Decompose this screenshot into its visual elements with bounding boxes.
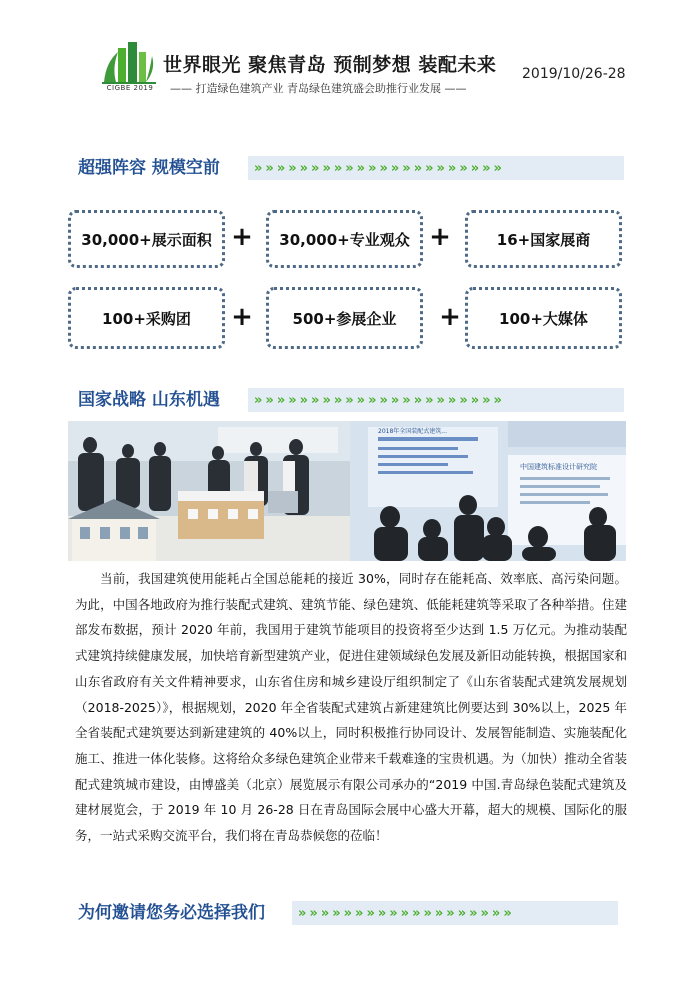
photo-screen-text: 2018年全国装配式建筑...: [378, 428, 447, 435]
chevron-right-icon: »: [254, 160, 260, 176]
chevron-right-icon: »: [366, 905, 372, 921]
plus-sign: +: [439, 302, 461, 332]
chevron-right-icon: »: [423, 905, 429, 921]
stat-box-countries: 16+国家展商: [465, 210, 622, 268]
chevron-right-icon: »: [322, 160, 328, 176]
section-title-why-us: 为何邀请您务必选择我们: [78, 903, 265, 923]
stat-box-visitors: 30,000+专业观众: [266, 210, 423, 268]
chevron-right-icon: »: [343, 905, 350, 921]
section-strategy: [78, 386, 626, 414]
body-paragraph: 当前，我国建筑使用能耗占全国总能耗的接近 30%，同时存在能耗高、效率底、高污染问题。为此，中国各地政府为推行装配式建筑、建筑节能、绿色建筑、低能耗建筑等采取了各种举措。住建部发布数据，预计 2020 年前，我国用于建筑节能项目的投资将至少达到 1.5 万亿元。为推动装配式建筑持续健康发展，加快培育新型建筑产业，促进住建领域绿色发展及新旧动能转换，根据国家和山东省政府有关文件精神要求，山东省住房和城乡建设厅组织制定了《山东省装配式建筑发展规划（2018-2025）》，根据规划，2020 年全省装配式建筑占新建建筑比例要达到 30%以上，2025 年全省装配式建筑要达到新建建筑的 40%以上，同时积极推行协同设计、发展智能制造、实施装配化施工、推进一体化装修。这将给众多绿色建筑企业带来千载难逢的宝贵机遇。为（加快）推动全省装配式建筑城市建设，由博盛美（北京）展览展示有限公司承办的“2019 中国.青岛绿色装配式建筑及建材展览会，于 2019 年 10 月 26-28 日在青岛国际会展中心盛大开幕，超大的规模、国际化的服务，一站式采购交流平台，我们将在青岛恭候您的莅临！: [75, 571, 627, 844]
chevron-right-icon: »: [377, 905, 384, 921]
chevron-right-icon: »: [333, 392, 340, 408]
chevron-right-icon: »: [412, 905, 418, 921]
chevron-right-icon: »: [480, 905, 486, 921]
chevron-strip: [248, 156, 624, 180]
photo-banner-text: 中国建筑标准设计研究院: [520, 463, 597, 471]
chevron-right-icon: »: [400, 905, 407, 921]
chevron-right-icon: »: [493, 392, 499, 408]
chevron-right-icon: »: [345, 160, 351, 176]
chevron-right-icon: »: [389, 905, 395, 921]
chevron-right-icon: »: [447, 392, 454, 408]
chevron-right-icon: »: [254, 392, 260, 408]
chevron-right-icon: »: [379, 160, 385, 176]
chevron-right-icon: »: [470, 392, 477, 408]
event-date: 2019/10/26-28: [522, 66, 626, 82]
chevron-right-icon: »: [355, 905, 361, 921]
chevron-right-icon: »: [333, 160, 340, 176]
chevron-right-icon: »: [457, 905, 464, 921]
chevron-right-icon: »: [265, 160, 271, 176]
stat-box-exhibitors: 500+参展企业: [266, 287, 423, 349]
chevron-right-icon: »: [322, 392, 328, 408]
chevron-right-icon: »: [446, 905, 452, 921]
section-title-lineup: 超强阵容 规模空前: [78, 158, 220, 178]
stat-box-exhibition-area: 30,000+展示面积: [68, 210, 225, 268]
chevron-right-icon: »: [368, 392, 374, 408]
chevron-right-icon: »: [425, 392, 431, 408]
chevron-right-icon: »: [482, 160, 488, 176]
chevron-right-icon: »: [265, 392, 271, 408]
chevron-right-icon: »: [491, 905, 498, 921]
header-tagline: —— 打造绿色建筑产业 青岛绿色建筑盛会助推行业发展 ——: [170, 82, 467, 95]
chevron-right-icon: »: [413, 392, 420, 408]
page-header: [0, 0, 700, 120]
plus-sign: +: [429, 222, 451, 252]
chevron-right-icon: »: [356, 160, 363, 176]
chevron-right-icon: »: [311, 160, 317, 176]
chevron-right-icon: »: [470, 160, 477, 176]
chevron-right-icon: »: [447, 160, 454, 176]
section-title-strategy: 国家战略 山东机遇: [78, 390, 220, 410]
chevron-strip: [292, 901, 618, 925]
chevron-right-icon: »: [436, 160, 442, 176]
chevron-right-icon: »: [503, 905, 509, 921]
chevron-right-icon: »: [299, 392, 306, 408]
chevron-right-icon: »: [459, 160, 465, 176]
chevron-right-icon: »: [288, 160, 294, 176]
section-lineup: [78, 154, 626, 182]
chevron-right-icon: »: [493, 160, 499, 176]
chevron-right-icon: »: [276, 392, 283, 408]
chevron-right-icon: »: [368, 160, 374, 176]
chevron-right-icon: »: [276, 160, 283, 176]
chevron-right-icon: »: [299, 160, 306, 176]
chevron-right-icon: »: [434, 905, 441, 921]
chevron-right-icon: »: [311, 392, 317, 408]
chevron-right-icon: »: [298, 905, 304, 921]
chevron-right-icon: »: [402, 392, 408, 408]
chevron-right-icon: »: [425, 160, 431, 176]
chevron-right-icon: »: [413, 160, 420, 176]
chevron-right-icon: »: [345, 392, 351, 408]
chevron-right-icon: »: [402, 160, 408, 176]
chevron-strip: [248, 388, 624, 412]
chevron-right-icon: »: [309, 905, 315, 921]
plus-sign: +: [231, 302, 253, 332]
chevron-right-icon: »: [390, 392, 397, 408]
chevron-right-icon: »: [459, 392, 465, 408]
chevron-right-icon: »: [332, 905, 338, 921]
plus-sign: +: [231, 222, 253, 252]
exhibition-photo-image: [68, 421, 626, 561]
chevron-right-icon: »: [288, 392, 294, 408]
exhibition-photo: [68, 421, 626, 561]
chevron-right-icon: »: [320, 905, 327, 921]
logo-caption: CIGBE 2019: [106, 84, 154, 92]
chevron-right-icon: »: [390, 160, 397, 176]
header-slogan: 世界眼光 聚焦青岛 预制梦想 装配未来: [163, 54, 497, 76]
chevron-right-icon: »: [436, 392, 442, 408]
chevron-right-icon: »: [482, 392, 488, 408]
chevron-right-icon: »: [356, 392, 363, 408]
section-why-us: [78, 899, 613, 927]
stat-box-media: 100+大媒体: [465, 287, 622, 349]
stat-box-buyer-groups: 100+采购团: [68, 287, 225, 349]
chevron-right-icon: »: [379, 392, 385, 408]
chevron-right-icon: »: [469, 905, 475, 921]
